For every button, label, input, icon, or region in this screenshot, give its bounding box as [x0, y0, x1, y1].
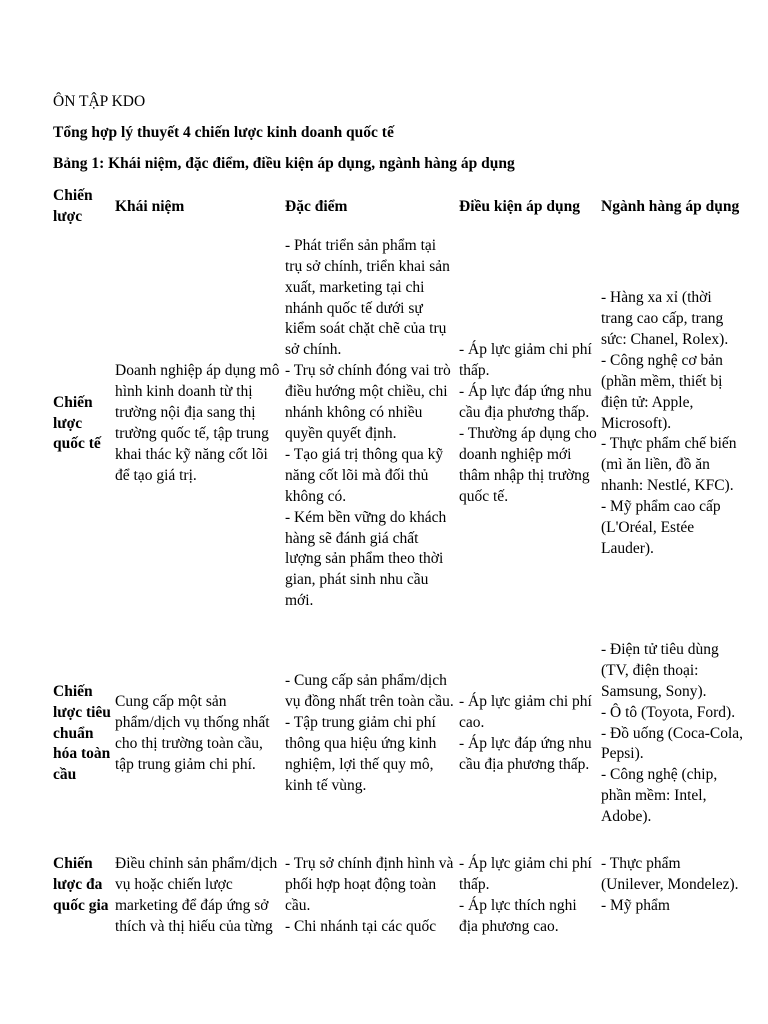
header-features: Đặc điểm: [285, 197, 348, 215]
table-caption: Bảng 1: Khái niệm, đặc điểm, điều kiện áp dụng, ngành hàng áp dụng: [53, 155, 515, 172]
document-subtitle: Tổng hợp lý thuyết 4 chiến lược kinh doanh quốc tế: [53, 124, 394, 141]
features-cell: - Cung cấp sản phẩm/dịch vụ đồng nhất trên toàn cầu. - Tập trung giảm chi phí thông qua hiệu ứng kinh nghiệm, lợi thế quy mô, kinh tế vùng.: [285, 672, 454, 794]
header-conditions: Điều kiện áp dụng: [459, 197, 581, 215]
strategy-cell: Chiến lược đa quốc gia: [53, 855, 109, 914]
conditions-cell: - Áp lực giảm chi phí cao. - Áp lực đáp ứng nhu cầu địa phương thấp.: [459, 693, 592, 773]
concept-cell: Điều chỉnh sản phẩm/dịch vụ hoặc chiến lược marketing để đáp ứng sở thích và thị hiếu của từng: [115, 855, 278, 935]
strategy-cell: Chiến lược quốc tế: [53, 393, 101, 453]
conditions-cell: - Áp lực giảm chi phí thấp. - Áp lực đáp ứng nhu cầu địa phương thấp. - Thường áp dụng cho doanh nghiệp mới thâm nhập thị trường quốc tế.: [459, 341, 597, 505]
industries-cell: - Điện tử tiêu dùng (TV, điện thoại: Samsung, Sony). - Ô tô (Toyota, Ford). - Đồ uống (Coca-Cola, Pepsi). - Công nghệ (chip, phần mềm: Intel, Adobe).: [601, 640, 744, 826]
header-concept: Khái niệm: [115, 197, 185, 215]
concept-cell: Cung cấp một sản phẩm/dịch vụ thống nhất cho thị trường toàn cầu, tập trung giảm chi phí.: [115, 693, 270, 773]
strategy-cell: Chiến lược tiêu chuẩn hóa toàn cầu: [53, 682, 111, 784]
features-cell: - Phát triển sản phẩm tại trụ sở chính, triển khai sản xuất, marketing tại chi nhánh quốc tế dưới sự kiểm soát chặt chẽ của trụ sở chính. - Trụ sở chính đóng vai trò điều hướng một chiều, chi nhánh không có nhiều quyền quyết định. - Tạo giá trị thông qua kỹ năng cốt lõi mà đối thủ không có. - Kém bền vững do khách hàng sẽ đánh giá chất lượng sản phẩm theo thời gian, phát sinh nhu cầu mới.: [285, 236, 451, 610]
table-row: [51, 618, 749, 850]
features-cell: - Trụ sở chính định hình và phối hợp hoạt động toàn cầu. - Chi nhánh tại các quốc: [285, 855, 454, 935]
table-header-row: [51, 184, 749, 230]
strategy-table: [51, 184, 749, 938]
industries-cell: - Thực phẩm (Unilever, Mondelez). - Mỹ phẩm: [601, 855, 739, 914]
table-row: [51, 850, 749, 938]
industries-cell: - Hàng xa xỉ (thời trang cao cấp, trang sức: Chanel, Rolex). - Công nghệ cơ bản (phần mềm, thiết bị điện tử: Apple, Microsoft). - Thực phẩm chế biến (mì ăn liền, đồ ăn nhanh: Nestlé, KFC). - Mỹ phẩm cao cấp (L'Oréal, Estée Lauder).: [601, 289, 737, 557]
header-industries: Ngành hàng áp dụng: [601, 197, 740, 215]
header-strategy: Chiến lược: [53, 187, 93, 225]
document-title: ÔN TẬP KDO: [53, 93, 146, 110]
table-row: [51, 230, 749, 618]
concept-cell: Doanh nghiệp áp dụng mô hình kinh doanh từ thị trường nội địa sang thị trường quốc tế, tập trung khai thác kỹ năng cốt lõi để tạo giá trị.: [115, 362, 280, 484]
conditions-cell: - Áp lực giảm chi phí thấp. - Áp lực thích nghi địa phương cao.: [459, 855, 592, 935]
